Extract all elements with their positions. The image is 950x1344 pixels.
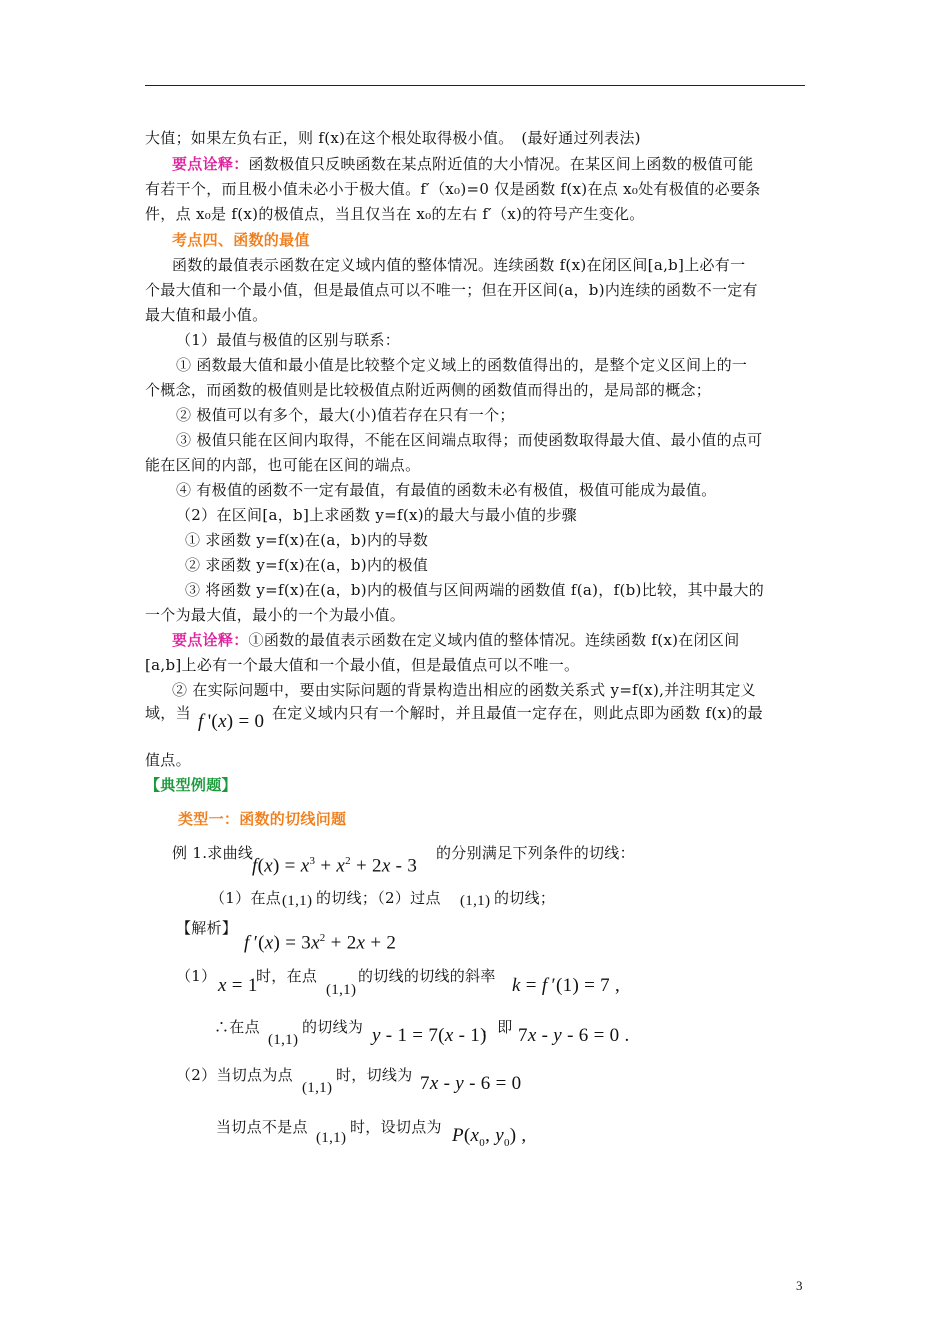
point-1-1: (1,1)	[268, 1032, 299, 1048]
key-point-line	[172, 154, 753, 174]
list-item: ② 求函数 y=f(x)在(a，b)内的极值	[185, 556, 429, 574]
list-item: ② 极值可以有多个，最大(小)值若存在只有一个；	[176, 406, 515, 424]
solution-label: 【解析】	[176, 919, 238, 937]
section-heading: 考点四、函数的最值	[172, 231, 310, 249]
formula-tangent-result: 7x - y - 6 = 0 .	[518, 1025, 630, 1046]
answer-text: ，即	[482, 1018, 513, 1036]
formula-x-equals-1: x = 1	[218, 975, 258, 996]
list-item: ③ 极值只能在区间内取得，不能在区间端点取得；而使函数取得最大值、最小值的点可	[176, 431, 763, 449]
paragraph-line: 域，当	[145, 704, 191, 722]
answer-label: （1）	[176, 967, 217, 985]
example-question: 的切线；（2）过点	[316, 889, 441, 907]
list-item: ③ 将函数 y=f(x)在(a，b)内的极值与区间两端的函数值 f(a)，f(b)比较，其中最大的	[185, 581, 765, 599]
paragraph-line: 大值；如果左负右正，则 f(x)在这个根处取得极小值。 (最好通过列表法)	[145, 129, 641, 147]
formula-tangent-line: y - 1 = 7(x - 1)	[372, 1025, 487, 1046]
answer-text: 的切线的切线的斜率	[358, 967, 496, 985]
paragraph-text: 函数极值只反映函数在某点附近值的大小情况。在某区间上函数的极值可能	[248, 155, 754, 173]
type-heading: 类型一：函数的切线问题	[178, 810, 347, 828]
list-item: ④ 有极值的函数不一定有最值，有最值的函数未必有极值，极值可能成为最值。	[176, 481, 717, 499]
example-text: 例 1.求曲线	[172, 844, 254, 862]
page-number: 3	[796, 1278, 803, 1293]
header-rule	[145, 85, 805, 86]
point-1-1: (1,1)	[460, 893, 491, 909]
list-item: ① 求函数 y=f(x)在(a，b)内的导数	[185, 531, 429, 549]
answer-text: 时，切线为	[336, 1066, 413, 1084]
paragraph-line: 有若干个，而且极小值未必小于极大值。f′（x₀)=0 仅是函数 f(x)在点 x₀处有极值的必要条	[145, 180, 761, 198]
paragraph-line: 个最大值和一个最小值，但是最值点可以不唯一；但在开区间(a，b)内连续的函数不一定有	[145, 281, 758, 299]
answer-text: （2）当切点为点	[176, 1066, 293, 1084]
answer-text: 的切线为	[302, 1018, 364, 1036]
formula-derivative-zero: f '(x) = 0	[198, 711, 265, 732]
formula-derivative: f $'(x) = 3x^2 + 2x + 2$	[244, 932, 397, 954]
paragraph-line: [a,b]上必有一个最大值和一个最小值，但是最值点可以不唯一。	[145, 656, 580, 674]
example-question: 的切线；	[494, 889, 556, 907]
paragraph-text: ①函数的最值表示函数在定义域内值的整体情况。连续函数 f(x)在闭区间	[248, 631, 740, 649]
example-text: 的分别满足下列条件的切线：	[436, 844, 635, 862]
answer-text: 时，在点	[256, 967, 318, 985]
paragraph-line: 在定义域内只有一个解时，并且最值一定存在，则此点即为函数 f(x)的最	[272, 704, 763, 722]
list-item-continuation: 能在区间的内部，也可能在区间的端点。	[145, 456, 421, 474]
list-item-continuation: 一个为最大值，最小的一个为最小值。	[145, 606, 406, 624]
subsection-heading: （2）在区间[a，b]上求函数 y=f(x)的最大与最小值的步骤	[176, 506, 577, 524]
answer-text: ∴在点	[214, 1018, 260, 1036]
subsection-heading: （1）最值与极值的区别与联系：	[176, 331, 401, 349]
list-item: ① 函数最大值和最小值是比较整个定义域上的函数值得出的，是整个定义区间上的一	[176, 356, 748, 374]
point-1-1: (1,1)	[316, 1130, 347, 1146]
typical-examples-heading: 【典型例题】	[145, 776, 237, 794]
point-1-1: (1,1)	[302, 1080, 333, 1096]
point-1-1: (1,1)	[326, 982, 357, 998]
key-point-label: 要点诠释：	[172, 631, 249, 649]
formula-tangent-point: $P(x_0$, $y_0$) ,	[452, 1125, 527, 1149]
paragraph-line: 函数的最值表示函数在定义域内值的整体情况。连续函数 f(x)在闭区间[a,b]上必有一	[172, 256, 746, 274]
paragraph-line: ② 在实际问题中，要由实际问题的背景构造出相应的函数关系式 y=f(x),并注明其定义	[172, 681, 756, 699]
paragraph-line: 件，点 x₀是 f(x)的极值点，当且仅当在 x₀的左右 f′（x)的符号产生变化。	[145, 205, 645, 223]
point-1-1: (1,1)	[282, 893, 313, 909]
answer-text: 当切点不是点	[216, 1118, 308, 1136]
formula-tangent-result: 7x - y - 6 = 0	[420, 1073, 522, 1094]
list-item-continuation: 个概念，而函数的极值则是比较极值点附近两侧的函数值而得出的，是局部的概念；	[145, 381, 712, 399]
formula-curve: $f(x) = x^3 + x^2 + 2x - 3$	[252, 855, 418, 877]
key-point-line	[172, 630, 740, 650]
paragraph-line: 值点。	[145, 751, 191, 769]
example-question: （1）在点	[210, 889, 282, 907]
paragraph-line: 最大值和最小值。	[145, 306, 268, 324]
formula-slope: k = f ′(1) = 7 ,	[512, 975, 621, 996]
key-point-label: 要点诠释：	[172, 155, 249, 173]
answer-text: 时，设切点为	[350, 1118, 442, 1136]
